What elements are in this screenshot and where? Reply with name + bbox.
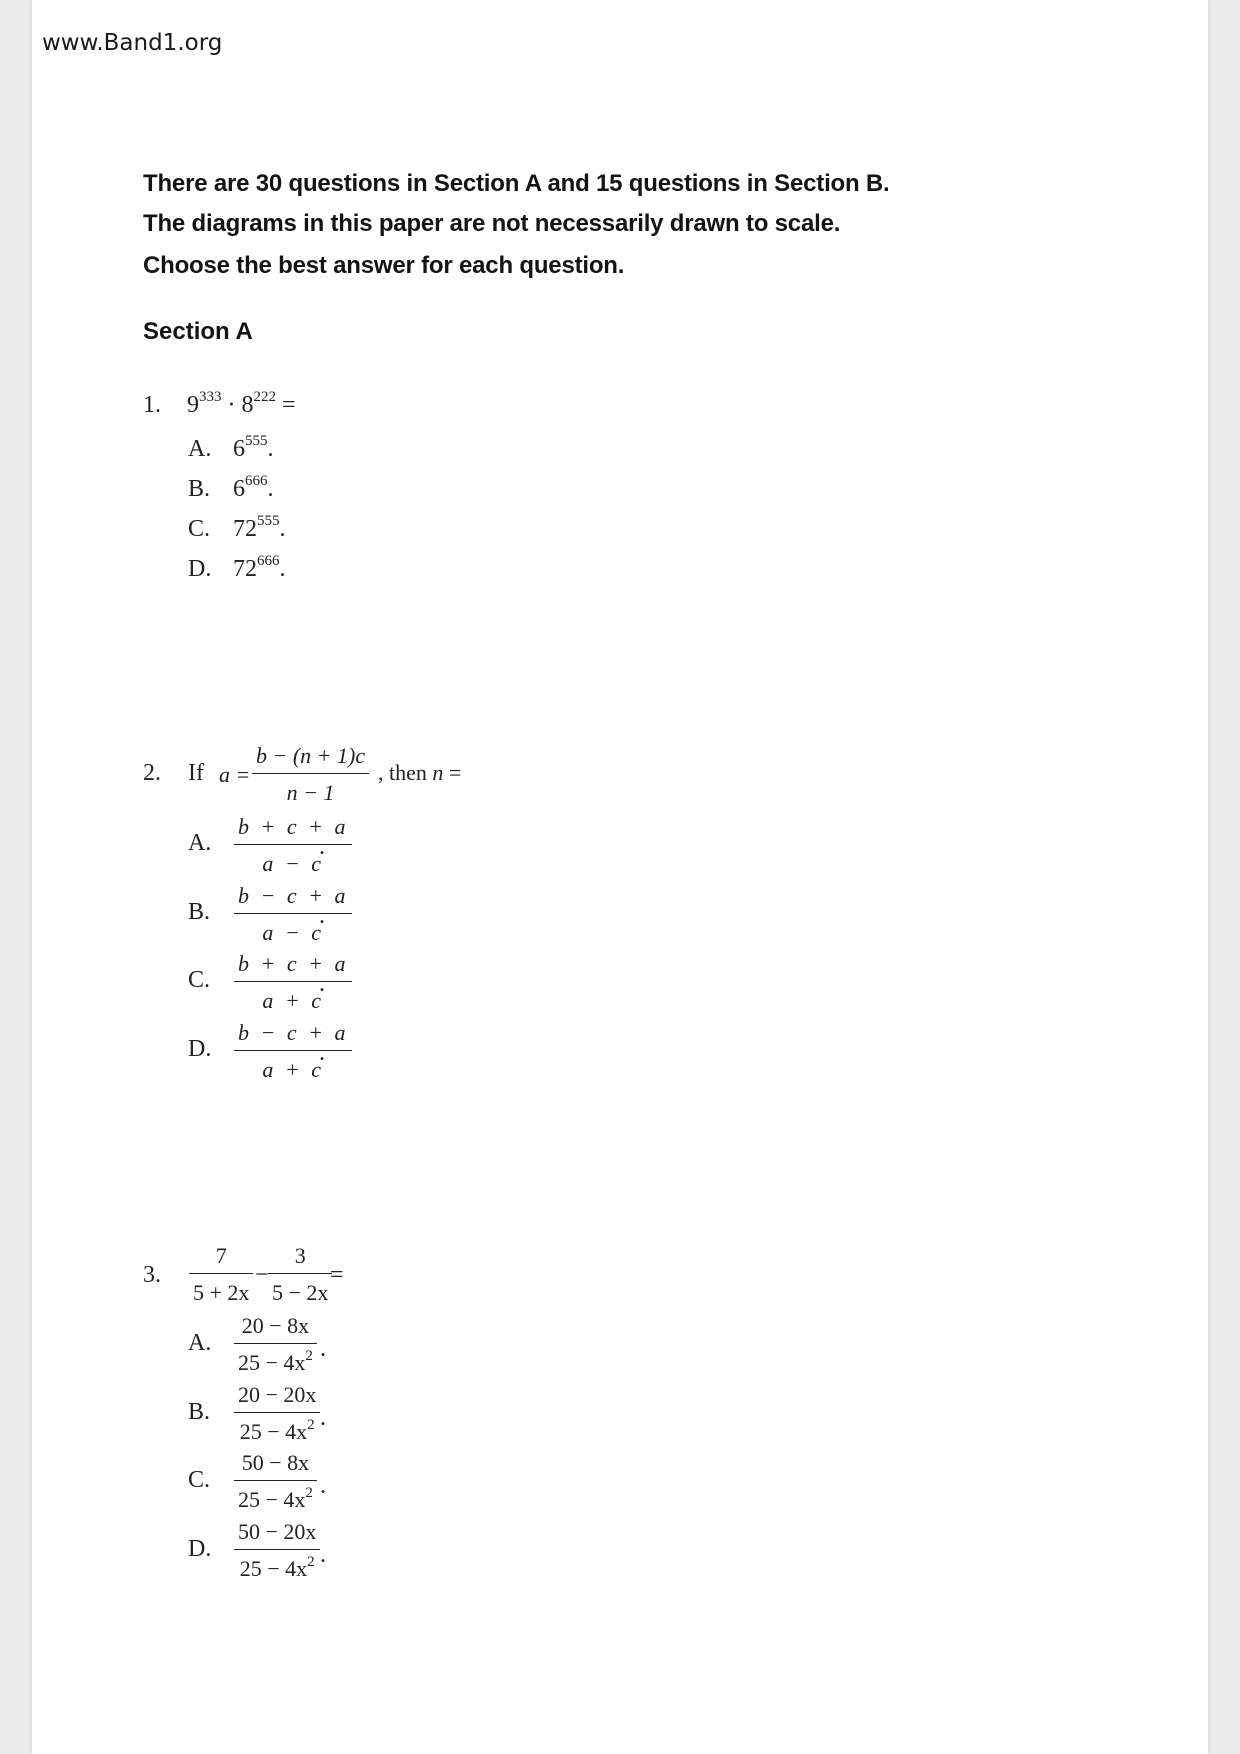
instruction-line-1: There are 30 questions in Section A and 15 questions in Section B. [143, 170, 890, 197]
q3-option-b-den: $25 - 4x^2$ [239, 1416, 315, 1444]
q3-option-a-label: A. [188, 1330, 212, 1356]
q2-option-c-num: b + c + a [238, 951, 349, 976]
q3-option-c-label: C. [188, 1467, 211, 1493]
q2-option-b-fraction [234, 885, 352, 944]
q3-frac2-den: 5 − 2x [272, 1280, 329, 1305]
q2-option-b-label: B. [188, 899, 211, 925]
instruction-line-3: Choose the best answer for each question. [143, 252, 625, 279]
question-3-number: 3. [143, 1262, 161, 1288]
question-2-lhs: a = [219, 762, 251, 787]
q1-option-d-label: D. [188, 556, 212, 582]
question-2-number: 2. [143, 760, 161, 786]
q2-option-c-den: a + c [262, 988, 325, 1013]
q2-option-a-label: A. [188, 830, 212, 856]
q2-option-d-num: b − c + a [238, 1020, 349, 1045]
q1-option-a-label: A. [188, 436, 212, 462]
q3-option-b-num: 20 − 20x [238, 1382, 317, 1407]
q3-frac1-num: 7 [215, 1243, 227, 1268]
q3-equals: = [330, 1262, 344, 1288]
q3-option-d-label: D. [188, 1536, 212, 1562]
q3-fraction-2 [268, 1245, 332, 1304]
q2-option-c-fraction [234, 953, 352, 1012]
q3-option-c-den: $25 - 4x^2$ [238, 1484, 313, 1512]
q1-option-b-label: B. [188, 476, 211, 502]
q2-option-b-num: b − c + a [238, 883, 349, 908]
q1-option-a-value: $6^{555}$. [233, 433, 274, 462]
q1-option-d-value: $72^{666}$. [233, 553, 286, 582]
question-1-number: 1. [143, 392, 161, 418]
q2-option-a-den: a − c [262, 851, 325, 876]
q2-option-d-den: a + c [262, 1057, 325, 1082]
q2-option-b-period: . [319, 903, 325, 929]
q3-option-a-period: . [320, 1336, 326, 1362]
website-header: www.Band1.org [42, 30, 223, 56]
q2-option-a-period: . [319, 834, 325, 860]
q3-option-b-period: . [320, 1405, 326, 1431]
q3-option-a-num: 20 − 8x [241, 1313, 310, 1338]
q3-option-d-den: $25 - 4x^2$ [239, 1553, 315, 1581]
q1-option-c-value: $72^{555}$. [233, 513, 286, 542]
q3-option-d-fraction [234, 1521, 320, 1580]
q3-option-a-fraction [234, 1315, 317, 1374]
q3-option-b-label: B. [188, 1399, 211, 1425]
question-1-expression: $9^{333} \cdot 8^{222}$ = [187, 389, 296, 418]
q2-option-c-period: . [319, 971, 325, 997]
q3-option-b-fraction [234, 1384, 320, 1443]
q2-option-a-fraction [234, 816, 352, 875]
question-2-fraction [252, 745, 369, 804]
q3-fraction-1 [189, 1245, 253, 1304]
q2-option-d-fraction [234, 1022, 352, 1081]
question-2-if: If [188, 760, 204, 786]
q2-option-b-den: a − c [262, 920, 325, 945]
q3-option-d-period: . [320, 1542, 326, 1568]
q2-option-d-label: D. [188, 1036, 212, 1062]
q3-option-c-period: . [320, 1473, 326, 1499]
section-title: Section A [143, 318, 253, 345]
q1-option-c-label: C. [188, 516, 211, 542]
question-2-then: , then n = [378, 760, 462, 785]
q3-option-a-den: $25 - 4x^2$ [238, 1347, 313, 1375]
q3-frac1-den: 5 + 2x [193, 1280, 250, 1305]
q3-option-c-fraction [234, 1452, 317, 1511]
q3-minus: − [255, 1262, 269, 1288]
q2-denominator: n − 1 [286, 780, 335, 805]
q2-option-c-label: C. [188, 967, 211, 993]
q2-option-d-period: . [319, 1040, 325, 1066]
q1-option-b-value: $6^{666}$. [233, 473, 274, 502]
q3-frac2-num: 3 [294, 1243, 306, 1268]
q2-numerator: b − (n + 1)c [256, 743, 366, 768]
q3-option-c-num: 50 − 8x [241, 1450, 310, 1475]
instruction-line-2: The diagrams in this paper are not necessarily drawn to scale. [143, 210, 841, 237]
q2-option-a-num: b + c + a [238, 814, 349, 839]
q3-option-d-num: 50 − 20x [238, 1519, 317, 1544]
